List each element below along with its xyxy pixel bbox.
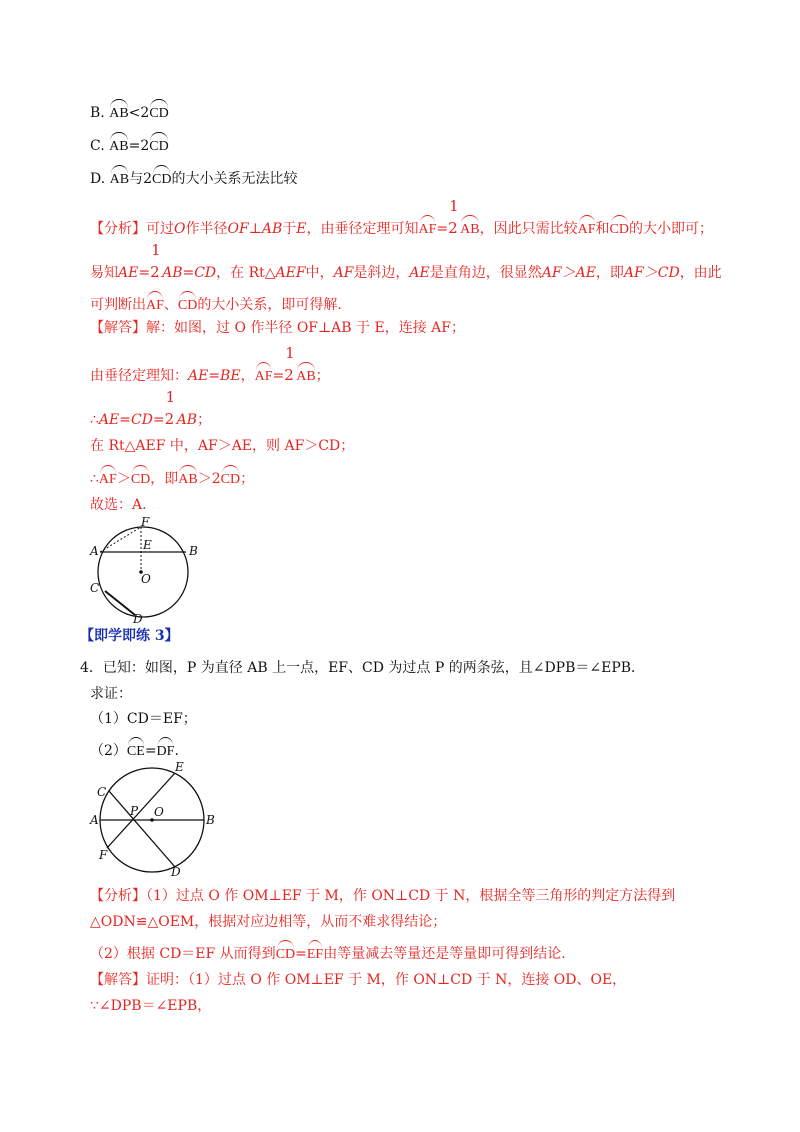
var: OF [227,221,249,237]
coefficient: 2 [143,171,153,187]
solution-line-6 [90,495,156,515]
solution-line-5 [90,466,254,490]
text: 已知：如图，P 为直径 AB 上一点，EF、CD 为过点 P 的两条弦，且∠DPB＝∠EPB． [102,660,646,676]
solution-line-3 [90,388,212,430]
label-a: A [90,813,99,827]
analysis2-line-1 [90,886,675,906]
arc-symbol: AB [460,216,479,240]
option-c [90,133,169,157]
text: 由垂径定理知： [90,368,188,384]
option-letter: D. [90,171,106,187]
text: 易知 [90,265,118,281]
problem-4-prove: 求证： [90,686,132,702]
text: ； [240,471,255,487]
text: = [272,368,285,384]
label-e: E [143,538,152,552]
text: ，在 Rt△ [216,265,276,281]
text: = [138,265,151,281]
text: 于 [282,221,297,237]
arc-symbol: AF [578,216,596,240]
analysis-line-2 [90,241,722,283]
text: 、 [163,297,178,313]
label-d: D [171,865,181,878]
fraction [284,344,296,386]
text: ∴ [90,471,99,487]
arc-symbol: CD [149,133,168,157]
text: . [174,743,179,759]
var: AF [333,265,354,281]
section-title: 【即学即练 3】 [80,628,179,644]
var: AF＞CD [623,265,680,281]
label-f: F [141,515,150,529]
text: 中， [305,265,334,281]
text: 是直角边，很显然 [429,265,542,281]
text: 由等量减去等量还是等量即可得到结论. [323,946,566,962]
text: 的大小关系，即可得解. [197,297,342,313]
solution2-line-2: ∵∠DPB＝∠EPB， [90,998,212,1014]
text: ∴ [90,412,99,428]
text: 是斜边， [353,265,410,281]
arc-symbol: AB [110,166,129,190]
var: AE=CD= [98,412,165,428]
label-f: F [99,848,108,862]
label-d: D [133,612,143,625]
fraction [448,197,460,239]
text: ，即 [150,471,179,487]
text: 在 Rt△AEF 中，AF＞AE，则 AF＞CD； [90,438,355,454]
solution-line-4 [90,436,354,456]
relation: < [128,105,141,121]
circle-figure-1 [85,515,215,625]
arc-symbol: AF [99,466,117,490]
arc-symbol: CD [149,100,168,124]
var: CD [194,265,217,281]
text: ⊥ [248,221,262,237]
option-letter: B. [90,105,105,121]
arc-symbol: CD [152,166,171,190]
arc-symbol: CE [127,738,145,762]
arc-symbol: CD [276,941,295,965]
problem-number: 4． [80,660,103,676]
segment-af [100,527,141,552]
arc-symbol: CD [131,466,150,490]
text: = [295,946,307,962]
label-b: B [189,544,198,558]
text: ； [315,368,330,384]
text: 的大小即可； [628,221,713,237]
arc-symbol: AF [255,363,273,387]
text: = [144,743,157,759]
arc-symbol: CD [610,216,629,240]
denominator: 2 [150,263,160,281]
arc-symbol: AB [109,133,128,157]
label-e: E [175,760,184,774]
analysis2-line-3 [90,941,566,965]
arc-symbol: DF [157,738,175,762]
label-b: B [206,813,215,827]
denominator: 2 [164,410,175,428]
text: ＞ [116,471,131,487]
solution2-line-1 [90,970,626,990]
label-c: C [90,581,100,595]
relation: = [128,138,141,154]
arc-symbol: EF [307,941,323,965]
var: AE [118,265,139,281]
analysis-tag: 【分析】 [90,888,146,904]
text: 和 [595,221,610,237]
text: ； [197,412,212,428]
option-letter: C. [90,138,105,154]
option-text: 的大小关系无法比较 [171,171,298,187]
text: （1）过点 O 作 OM⊥EF 于 M，作 ON⊥CD 于 N，根据全等三角形的判定方法得到 [146,888,676,904]
text: = [182,265,195,281]
arc-symbol: AB [178,466,197,490]
option-d [90,166,297,190]
arc-symbol: AB [296,363,315,387]
text: （2）根据 CD＝EF 从而得到 [90,946,276,962]
arc-symbol: CD [178,292,197,316]
text: 可过 [146,221,174,237]
text: 作半径 [185,221,228,237]
label-o: O [154,805,164,819]
arc-symbol: CD [221,466,240,490]
numerator: 1 [165,388,176,406]
fraction [150,241,162,283]
connector-text: 与 [129,171,144,187]
var: AB [162,265,183,281]
var: O [174,221,186,237]
text: （2） [90,743,127,759]
option-b [90,100,169,124]
var: AEF [275,265,306,281]
arc-symbol: AF [419,216,437,240]
text: 解：如图，过 O 作半径 OF⊥AB 于 E，连接 AF； [146,320,465,336]
fraction [164,388,177,430]
coefficient: 2 [140,138,150,154]
denominator: 2 [284,366,294,384]
text: 故选：A． [90,497,157,513]
numerator: 1 [285,344,295,362]
denominator: 2 [448,219,458,237]
text: ，即 [595,265,624,281]
arc-symbol: AF [146,292,164,316]
solution-line-1 [90,318,465,338]
chord-ef [107,773,175,848]
var: AB [176,412,198,428]
problem-4-stem [80,658,645,678]
circle-figure-2 [85,758,225,878]
var: AF＞AE [541,265,596,281]
solution-tag: 【解答】 [90,320,146,336]
problem-4-part-1: （1）CD＝EF； [90,711,197,727]
analysis-line-3 [90,292,342,316]
numerator: 1 [151,241,161,259]
label-p: P [130,804,139,818]
text: ，因此只需比较 [479,221,578,237]
solution-tag: 【解答】 [90,972,146,988]
var: AE=BE [188,368,241,384]
text: = [436,221,449,237]
var: E [296,221,307,237]
text: ，由垂径定理可知 [306,221,419,237]
text: 证明：（1）过点 O 作 OM⊥EF 于 M，作 ON⊥CD 于 N，连接 OD、OE， [146,972,627,988]
text: ，由此 [679,265,722,281]
analysis-line-1 [90,197,713,240]
analysis-tag: 【分析】 [90,221,146,237]
var: AB [261,221,283,237]
label-c: C [97,785,107,799]
analysis2-line-2: △ODN≌△OEM，根据对应边相等，从而不难求得结论； [90,914,447,930]
arc-symbol: AB [109,100,128,124]
chord-cd [109,791,175,867]
var: AE [409,265,430,281]
label-a: A [90,544,99,558]
label-o: O [141,572,151,586]
text: ＞2 [197,471,221,487]
solution-line-2 [90,344,330,387]
text: ， [240,368,255,384]
coefficient: 2 [140,105,150,121]
text: 可判断出 [90,297,146,313]
numerator: 1 [449,197,459,215]
